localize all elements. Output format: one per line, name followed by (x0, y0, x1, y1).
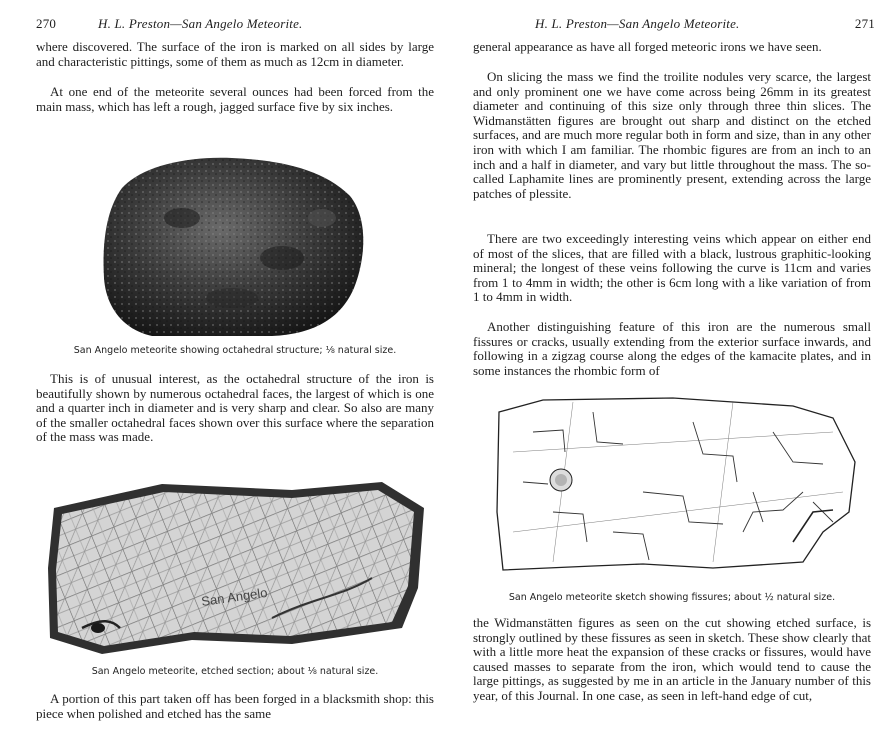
left-running-title: H. L. Preston—San Angelo Meteorite. (98, 16, 303, 31)
left-running-head (36, 16, 436, 32)
etched-section-label: San Angelo (200, 584, 269, 609)
left-paragraph-2: At one end of the meteorite several ounces had been forced from the main mass, which has left a rough, jagged surface five by six inches. (36, 84, 434, 114)
left-paragraph-3: This is of unusual interest, as the octahedral structure of the iron is beautifully shown by numerous octahedral faces, the largest of which is one and a quarter inch in diameter and is very sharp and clear. So also are many of the smaller octahedral faces shown over this surface where the separation of the mass was made. (36, 371, 434, 445)
etched-section-image (42, 478, 432, 656)
right-running-title: H. L. Preston—San Angelo Meteorite. (535, 16, 740, 31)
right-running-head (535, 16, 875, 32)
right-paragraph-1: general appearance as have all forged meteoric irons we have seen. (473, 39, 822, 54)
right-paragraph-2: On slicing the mass we find the troilite nodules very scarce, the largest and only prominent one we have come across being 26mm in its greatest diameter and continuing of this size only through three thin slices. The Widmanstätten figures are brought out sharp and distinct on the etched surfaces, and are much more regular both in form and size, than in any other iron with which I am familiar. The rhombic figures are from an inch to an inch and a half in diameter, and vary but little throughout the mass. The so-called Laphamite lines are prominently present, extending across the large patches of plessite. (473, 69, 871, 201)
fissure-sketch-image (493, 392, 863, 574)
right-page (445, 0, 890, 750)
right-paragraph-5: the Widmanstätten figures as seen on the cut showing etched surface, is strongly outlined by these fissures as seen in sketch. These show clearly that with a little more heat the expansion of these cracks or fissures, would have caused masses to separate from the iron, which would tend to cause the large pittings, as suggested by me in an article in the January number of this year, of this Journal. In one case, as seen in left-hand edge of cut, (473, 615, 871, 703)
figure-3-caption: San Angelo meteorite sketch showing fissures; about ½ natural size. (508, 592, 836, 603)
left-paragraph-1: where discovered. The surface of the iron is marked on all sides by large and characteristic pittings, some of them as much as 12cm in diameter. (36, 39, 434, 69)
figure-2-caption: San Angelo meteorite, etched section; about ⅛ natural size. (91, 666, 379, 677)
right-paragraph-3: There are two exceedingly interesting veins which appear on either end of most of the slices, that are filled with a black, lustrous graphitic-looking mineral; the longest of these veins following the curve is 11cm and varies from 1 to 4mm in width; the other is 6cm long with a like variation of from 1 to 4mm in width. (473, 231, 871, 305)
figure-1-caption: San Angelo meteorite showing octahedral structure; ⅛ natural size. (73, 345, 397, 356)
left-paragraph-4: A portion of this part taken off has been forged in a blacksmith shop: this piece when polished and etched has the same (36, 691, 434, 721)
meteorite-photo (92, 148, 372, 338)
right-paragraph-4: Another distinguishing feature of this iron are the numerous small fissures or cracks, usually extending from the exterior surface inwards, and following in a zigzag course along the edges of the kamacite plates, and in some instances the rhombic form of (473, 319, 871, 378)
right-page-number: 271 (854, 16, 875, 31)
left-page-number: 270 (36, 16, 57, 31)
